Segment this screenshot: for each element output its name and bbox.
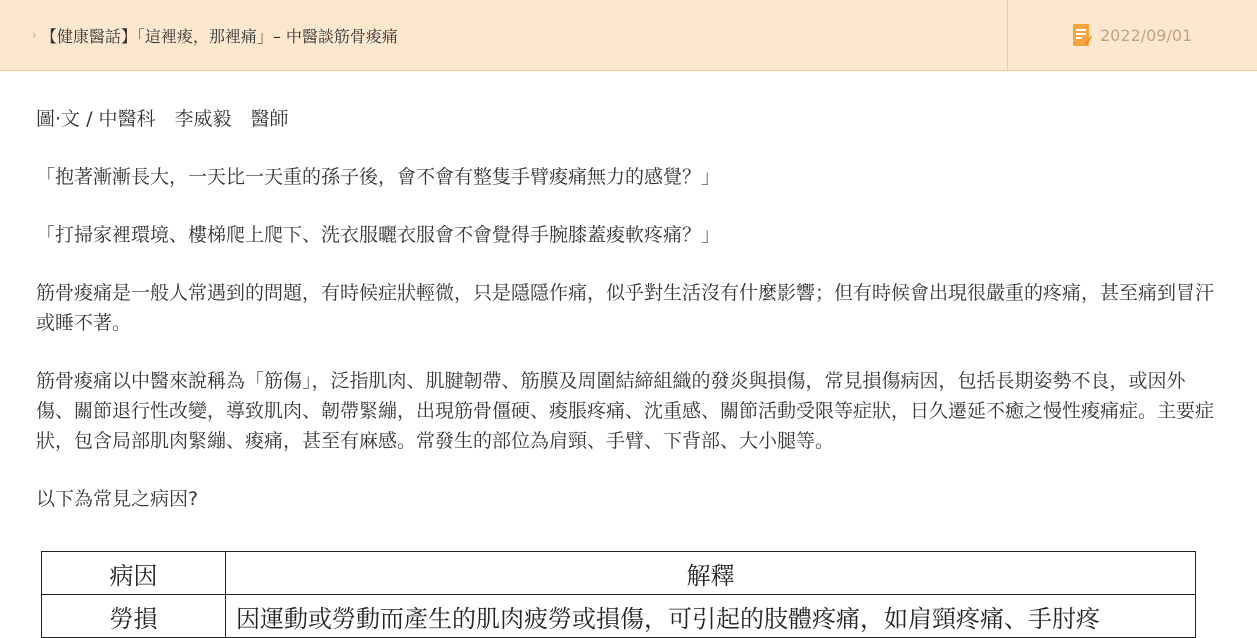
article-title[interactable]: 【健康醫話】「這裡痠，那裡痛」– 中醫談筋骨痠痛 bbox=[40, 26, 398, 46]
paragraph-4: 筋骨痠痛以中醫來說稱為「筋傷」，泛指肌肉、肌腱韌帶、筋膜及周圍結締組織的發炎與損傷，常見損傷病因，包括長期姿勢不良，或因外傷、關節退行性改變，導致肌肉、韌帶緊繃，出現筋骨僵硬、痠脹疼痛、沈重感、關節活動受限等症狀，日久遷延不癒之慢性痠痛症。主要症狀，包含局部肌肉緊繃、痠痛，甚至有麻感。常發生的部位為肩頸、手臂、下背部、大小腿等。 bbox=[36, 370, 1215, 452]
causes-table bbox=[41, 551, 1196, 638]
table-header-cause: 病因 bbox=[42, 552, 226, 595]
paragraph-3: 筋骨痠痛是一般人常遇到的問題，有時候症狀輕微，只是隱隱作痛，似乎對生活沒有什麼影響；但有時候會出現很嚴重的疼痛，甚至痛到冒汗或睡不著。 bbox=[36, 282, 1215, 334]
paragraph-5: 以下為常見之病因? bbox=[36, 488, 199, 510]
paragraph-2: 「打掃家裡環境、樓梯爬上爬下、洗衣服曬衣服會不會覺得手腕膝蓋痠軟疼痛？」 bbox=[36, 224, 721, 246]
byline: 圖‧文 / 中醫科 李威毅 醫師 bbox=[36, 108, 289, 130]
table-cell-explanation: 因運動或勞動而產生的肌肉疲勞或損傷，可引起的肢體疼痛，如肩頸疼痛、手肘疼 bbox=[226, 595, 1196, 638]
table-cell-cause: 勞損 bbox=[42, 595, 226, 638]
paragraph-1: 「抱著漸漸長大，一天比一天重的孫子後，會不會有整隻手臂痠痛無力的感覺？」 bbox=[36, 166, 721, 188]
header-divider bbox=[1007, 0, 1008, 70]
table-header-row bbox=[42, 552, 1196, 595]
table-header-explanation: 解釋 bbox=[226, 552, 1196, 595]
article-body bbox=[36, 104, 1221, 542]
table-row bbox=[42, 595, 1196, 638]
note-icon bbox=[1073, 24, 1092, 46]
article-header bbox=[0, 0, 1257, 71]
article-title-cell[interactable] bbox=[0, 0, 1007, 70]
publish-date: 2022/09/01 bbox=[1100, 25, 1193, 45]
date-cell bbox=[1073, 0, 1192, 70]
chevron-right-icon: › bbox=[32, 28, 37, 42]
